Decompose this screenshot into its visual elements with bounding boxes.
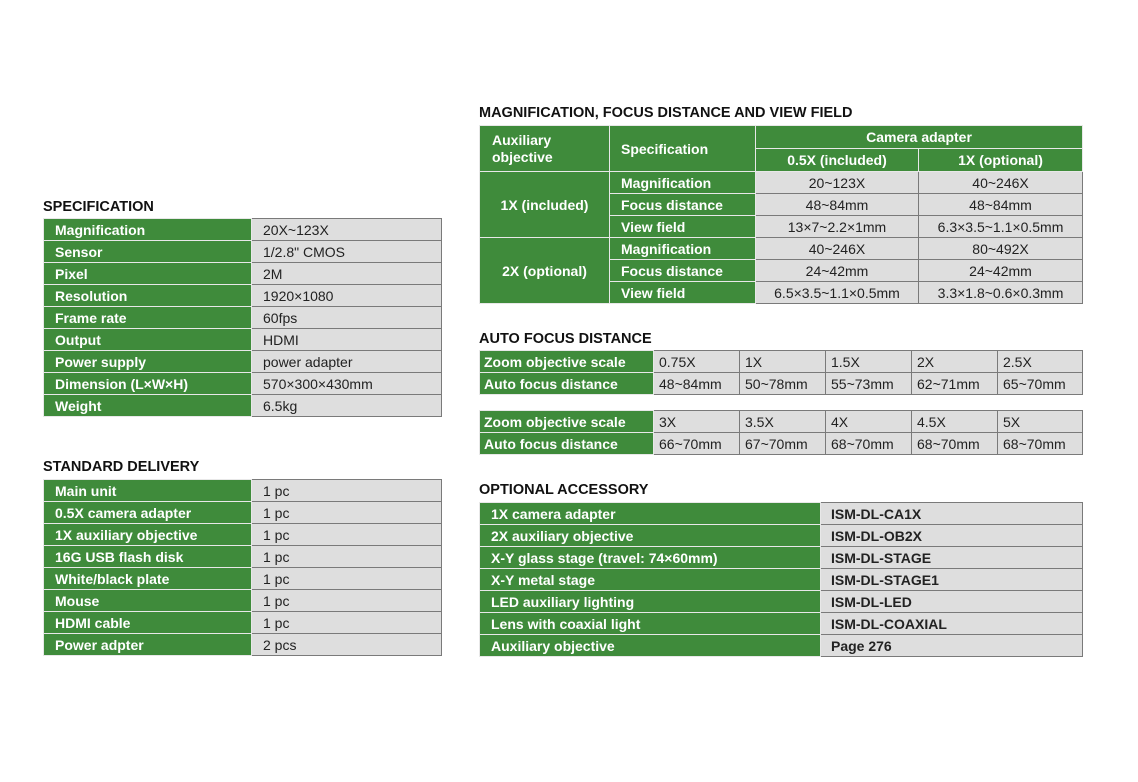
spec-label: Frame rate [44, 307, 252, 329]
delivery-item: Power adpter [44, 634, 252, 656]
value-cell: 80~492X [919, 238, 1083, 260]
magnification-title: MAGNIFICATION, FOCUS DISTANCE AND VIEW FIELD [479, 105, 853, 121]
table-row [480, 525, 1083, 547]
table-row [44, 502, 442, 524]
spec-value: 60fps [252, 307, 442, 329]
delivery-item: 16G USB flash disk [44, 546, 252, 568]
delivery-item: 1X auxiliary objective [44, 524, 252, 546]
zoom-scale-label: Zoom objective scale [480, 351, 654, 373]
focus-cell: 68~70mm [998, 433, 1083, 455]
table-row [44, 241, 442, 263]
table-row [44, 480, 442, 502]
standard-delivery-title: STANDARD DELIVERY [43, 459, 200, 475]
auxiliary-objective-header: Auxiliary objective [480, 126, 610, 172]
delivery-qty: 1 pc [252, 524, 442, 546]
delivery-item: HDMI cable [44, 612, 252, 634]
spec-name: Magnification [610, 238, 756, 260]
table-row [44, 395, 442, 417]
spec-name: Focus distance [610, 260, 756, 282]
specification-table [43, 218, 442, 417]
specification-title: SPECIFICATION [43, 199, 154, 215]
value-cell: 6.5×3.5~1.1×0.5mm [756, 282, 919, 304]
table-row [480, 433, 1083, 455]
auto-focus-table-1 [479, 350, 1083, 395]
spec-value: 6.5kg [252, 395, 442, 417]
table-row [44, 263, 442, 285]
spec-value: HDMI [252, 329, 442, 351]
delivery-qty: 1 pc [252, 480, 442, 502]
focus-cell: 55~73mm [826, 373, 912, 395]
spec-label: Weight [44, 395, 252, 417]
focus-cell: 67~70mm [740, 433, 826, 455]
table-row [44, 329, 442, 351]
zoom-cell: 2X [912, 351, 998, 373]
table-row [480, 635, 1083, 657]
accessory-code: ISM-DL-STAGE [821, 547, 1083, 569]
spec-value: 1920×1080 [252, 285, 442, 307]
optional-accessory-title: OPTIONAL ACCESSORY [479, 482, 649, 498]
delivery-item: Main unit [44, 480, 252, 502]
specification-header: Specification [610, 126, 756, 172]
delivery-qty: 1 pc [252, 590, 442, 612]
spec-label: Power supply [44, 351, 252, 373]
table-row [44, 219, 442, 241]
table-row [480, 172, 1083, 194]
objective-label: 1X (included) [480, 172, 610, 238]
zoom-cell: 4X [826, 411, 912, 433]
spec-label: Resolution [44, 285, 252, 307]
delivery-qty: 1 pc [252, 546, 442, 568]
magnification-table [479, 125, 1083, 304]
auto-focus-label: Auto focus distance [480, 373, 654, 395]
table-row [480, 547, 1083, 569]
spec-name: View field [610, 216, 756, 238]
focus-cell: 68~70mm [912, 433, 998, 455]
delivery-qty: 1 pc [252, 612, 442, 634]
auto-focus-title: AUTO FOCUS DISTANCE [479, 331, 652, 347]
spec-value: 2M [252, 263, 442, 285]
table-row [480, 238, 1083, 260]
value-cell: 20~123X [756, 172, 919, 194]
accessory-code: ISM-DL-OB2X [821, 525, 1083, 547]
spec-value: 570×300×430mm [252, 373, 442, 395]
spec-value: 1/2.8" CMOS [252, 241, 442, 263]
spec-label: Pixel [44, 263, 252, 285]
spec-label: Sensor [44, 241, 252, 263]
zoom-cell: 4.5X [912, 411, 998, 433]
table-row [480, 411, 1083, 433]
zoom-cell: 5X [998, 411, 1083, 433]
delivery-item: White/black plate [44, 568, 252, 590]
spec-label: Dimension (L×W×H) [44, 373, 252, 395]
accessory-name: X-Y glass stage (travel: 74×60mm) [480, 547, 821, 569]
auto-focus-label: Auto focus distance [480, 433, 654, 455]
column-header: 0.5X (included) [756, 149, 919, 172]
column-header: 1X (optional) [919, 149, 1083, 172]
delivery-qty: 1 pc [252, 568, 442, 590]
table-row [480, 569, 1083, 591]
table-row [44, 590, 442, 612]
table-row [44, 634, 442, 656]
spec-label: Output [44, 329, 252, 351]
table-row [480, 591, 1083, 613]
delivery-qty: 1 pc [252, 502, 442, 524]
focus-cell: 66~70mm [654, 433, 740, 455]
accessory-code: ISM-DL-STAGE1 [821, 569, 1083, 591]
table-row [480, 503, 1083, 525]
accessory-code: ISM-DL-COAXIAL [821, 613, 1083, 635]
table-row [44, 546, 442, 568]
table-row [480, 351, 1083, 373]
focus-cell: 50~78mm [740, 373, 826, 395]
value-cell: 40~246X [756, 238, 919, 260]
spec-value: 20X~123X [252, 219, 442, 241]
accessory-name: Auxiliary objective [480, 635, 821, 657]
table-row [44, 373, 442, 395]
value-cell: 24~42mm [756, 260, 919, 282]
spec-label: Magnification [44, 219, 252, 241]
zoom-cell: 2.5X [998, 351, 1083, 373]
table-row [44, 351, 442, 373]
spec-value: power adapter [252, 351, 442, 373]
accessory-code: Page 276 [821, 635, 1083, 657]
accessory-name: 2X auxiliary objective [480, 525, 821, 547]
zoom-scale-label: Zoom objective scale [480, 411, 654, 433]
zoom-cell: 3.5X [740, 411, 826, 433]
value-cell: 6.3×3.5~1.1×0.5mm [919, 216, 1083, 238]
delivery-item: Mouse [44, 590, 252, 612]
optional-accessory-table [479, 502, 1083, 657]
auto-focus-table-2 [479, 410, 1083, 455]
focus-cell: 68~70mm [826, 433, 912, 455]
accessory-name: X-Y metal stage [480, 569, 821, 591]
focus-cell: 48~84mm [654, 373, 740, 395]
spec-name: Magnification [610, 172, 756, 194]
delivery-qty: 2 pcs [252, 634, 442, 656]
table-row [44, 307, 442, 329]
focus-cell: 62~71mm [912, 373, 998, 395]
standard-delivery-table [43, 479, 442, 656]
delivery-item: 0.5X camera adapter [44, 502, 252, 524]
table-row [480, 373, 1083, 395]
value-cell: 3.3×1.8~0.6×0.3mm [919, 282, 1083, 304]
table-row [44, 524, 442, 546]
camera-adapter-header: Camera adapter [756, 126, 1083, 149]
objective-label: 2X (optional) [480, 238, 610, 304]
table-row [480, 613, 1083, 635]
value-cell: 13×7~2.2×1mm [756, 216, 919, 238]
zoom-cell: 0.75X [654, 351, 740, 373]
value-cell: 40~246X [919, 172, 1083, 194]
accessory-name: 1X camera adapter [480, 503, 821, 525]
accessory-code: ISM-DL-CA1X [821, 503, 1083, 525]
zoom-cell: 3X [654, 411, 740, 433]
value-cell: 48~84mm [756, 194, 919, 216]
zoom-cell: 1X [740, 351, 826, 373]
value-cell: 24~42mm [919, 260, 1083, 282]
table-header-row [480, 126, 1083, 149]
table-row [44, 612, 442, 634]
spec-name: View field [610, 282, 756, 304]
accessory-code: ISM-DL-LED [821, 591, 1083, 613]
accessory-name: Lens with coaxial light [480, 613, 821, 635]
value-cell: 48~84mm [919, 194, 1083, 216]
zoom-cell: 1.5X [826, 351, 912, 373]
accessory-name: LED auxiliary lighting [480, 591, 821, 613]
spec-name: Focus distance [610, 194, 756, 216]
table-row [44, 285, 442, 307]
focus-cell: 65~70mm [998, 373, 1083, 395]
table-row [44, 568, 442, 590]
